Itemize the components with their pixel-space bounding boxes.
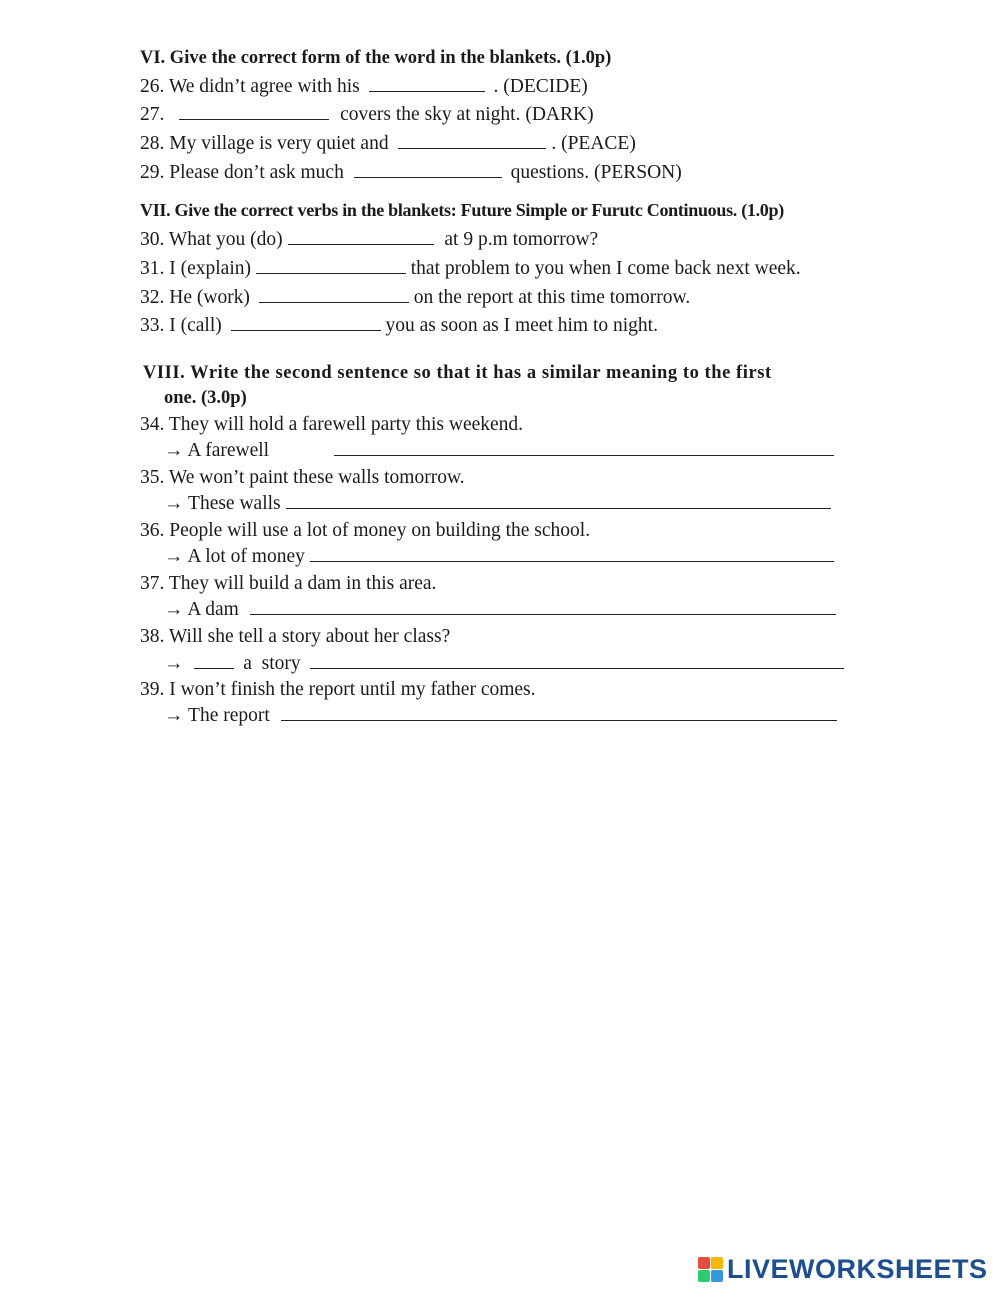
answer-38-subject-blank[interactable] [194, 651, 234, 669]
question-35: 35. We won’t paint these walls tomorrow. [140, 467, 465, 488]
answer-37-blank[interactable] [250, 597, 836, 615]
logo-square-green [698, 1270, 710, 1282]
rewrite-39 [164, 703, 837, 728]
question-27-hint: covers the sky at night. (DARK) [340, 104, 594, 125]
answer-31-blank[interactable] [256, 256, 406, 274]
question-30-rest: at 9 p.m tomorrow? [444, 229, 599, 250]
question-32-rest: on the report at this time tomorrow. [413, 287, 691, 308]
question-33-rest: you as soon as I meet him to night. [385, 315, 658, 336]
rewrite-37 [164, 597, 836, 622]
logo-squares-icon [698, 1257, 723, 1282]
question-28-hint: . (PEACE) [551, 133, 636, 154]
arrow-icon: → [164, 493, 184, 514]
rewrite-36 [164, 544, 834, 569]
section-6-heading: VI. Give the correct form of the word in the blankets. (1.0p) [140, 48, 612, 68]
answer-33-blank[interactable] [231, 313, 381, 331]
logo-text: LIVEWORKSHEETS [727, 1253, 988, 1284]
rewrite-36-start: A lot of money [187, 546, 305, 567]
arrow-icon: → [164, 653, 184, 674]
question-37: 37. They will build a dam in this area. [140, 573, 437, 594]
answer-28-blank[interactable] [398, 131, 546, 149]
section-7-heading: VII. Give the correct verbs in the blankets: Future Simple or Furutc Continuous. (1.0p) [140, 200, 784, 220]
question-26 [140, 74, 588, 99]
rewrite-39-start: The report [188, 705, 270, 726]
question-28-text: 28. My village is very quiet and [140, 133, 389, 154]
question-32 [140, 285, 690, 310]
question-28 [140, 131, 636, 156]
question-32-text: 32. He (work) [140, 287, 250, 308]
question-29 [140, 160, 682, 185]
logo-square-yellow [711, 1257, 723, 1269]
answer-29-blank[interactable] [354, 160, 502, 178]
arrow-icon: → [164, 705, 184, 726]
question-31-text: 31. I (explain) [140, 258, 252, 279]
question-33-text: 33. I (call) [140, 315, 222, 336]
answer-27-blank[interactable] [179, 102, 329, 120]
section-8-heading-line1: VIII. Write the second sentence so that it has a similar meaning to the first [143, 363, 772, 383]
answer-36-blank[interactable] [310, 544, 834, 562]
question-27-number: 27. [140, 104, 165, 125]
question-26-text: 26. We didn’t agree with his [140, 76, 360, 97]
question-36: 36. People will use a lot of money on building the school. [140, 520, 591, 541]
question-34: 34. They will hold a farewell party this weekend. [140, 414, 524, 435]
logo-square-red [698, 1257, 710, 1269]
question-31-rest: that problem to you when I come back next week. [410, 258, 801, 279]
arrow-icon: → [164, 546, 184, 567]
question-30 [140, 227, 598, 252]
rewrite-34-start: A farewell [187, 440, 270, 461]
question-33 [140, 313, 658, 338]
question-31 [140, 256, 801, 281]
logo-square-blue [711, 1270, 723, 1282]
question-29-text: 29. Please don’t ask much [140, 162, 344, 183]
rewrite-35 [164, 491, 831, 516]
section-8-heading-line2: one. (3.0p) [164, 388, 247, 408]
rewrite-37-start: A dam [187, 599, 239, 620]
arrow-icon: → [164, 440, 184, 461]
answer-26-blank[interactable] [369, 74, 485, 92]
question-29-hint: questions. (PERSON) [510, 162, 682, 183]
rewrite-38-start: a story [243, 653, 301, 674]
answer-32-blank[interactable] [259, 285, 409, 303]
arrow-icon: → [164, 599, 184, 620]
answer-34-blank[interactable] [334, 438, 834, 456]
rewrite-38 [164, 651, 844, 676]
answer-39-blank[interactable] [281, 703, 837, 721]
answer-35-blank[interactable] [286, 491, 831, 509]
question-30-text: 30. What you (do) [140, 229, 283, 250]
rewrite-35-start: These walls [188, 493, 281, 514]
question-38: 38. Will she tell a story about her class? [140, 626, 451, 647]
question-39: 39. I won’t finish the report until my father comes. [140, 679, 536, 700]
rewrite-34 [164, 438, 834, 463]
answer-38-blank[interactable] [310, 651, 844, 669]
liveworksheets-logo [698, 1254, 988, 1284]
question-26-hint: . (DECIDE) [493, 76, 588, 97]
question-27 [140, 102, 594, 127]
answer-30-blank[interactable] [288, 227, 434, 245]
